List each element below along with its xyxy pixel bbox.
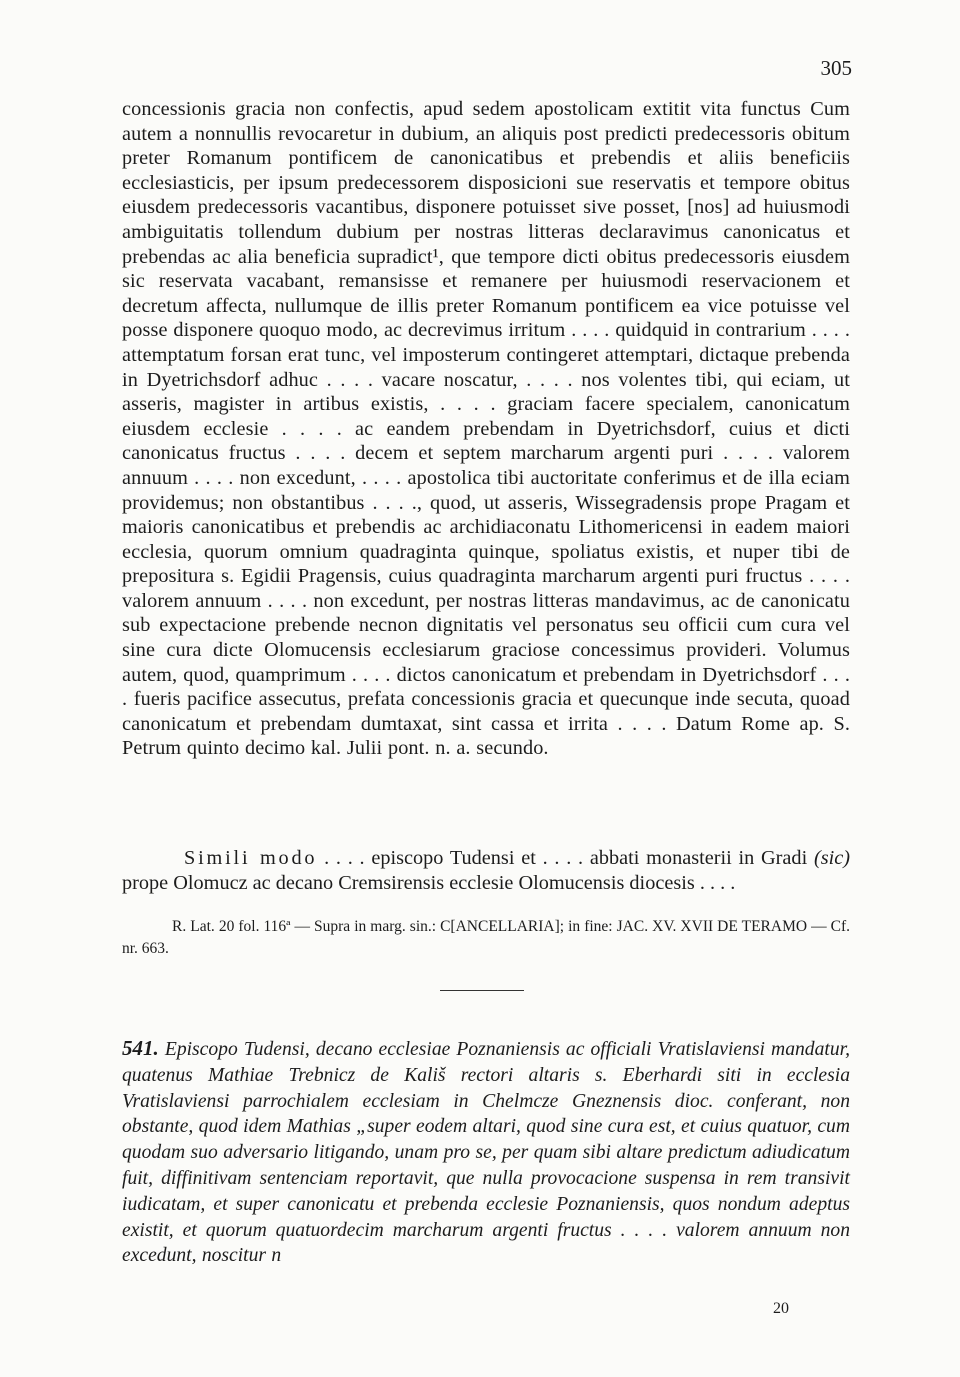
entry-number: 541. — [122, 1036, 159, 1060]
signature-mark: 20 — [773, 1300, 789, 1317]
simili-lead: Simili modo — [184, 847, 318, 869]
entry-body: Episcopo Tudensi, decano ecclesiae Poznaniensis ac officiali Vratislaviensi mandatur, quatenus Mathiae Trebnicz de Kališ rectori altaris s. Eberhardi siti in ecclesia Vratislaviensi parrochialem ecclesiam in Chelmcze Gneznensis dioc. conferant, non obstante, quod idem Mathias „super eodem altari, quod sine cura est, et cuius quatuor, cum quodam suo adversario litigando, unam pro se, per quam sibi altare predictum adiudicatum fuit, diffinitivam sentenciam reportavit, que nulla provocacione suspensa in rem transivit iudicatam, et super canonicatu et prebenda ecclesie Poznaniensis, quos nondum adeptus existit, et quorum quatuordecim marcharum argenti fructus . . . . valorem annuum non excedunt, noscitur n — [122, 1039, 850, 1267]
simili-line — [122, 846, 850, 895]
entry-text — [122, 1036, 850, 1269]
source-note — [122, 916, 850, 960]
page-number: 305 — [820, 56, 852, 80]
main-paragraph: concessionis gracia non confectis, apud sedem apostolicam extitit vita functus Cum autem a nonnullis revocaretur in dubium, an aliquis post predicti predecessoris obitum preter Romanum pontificem de canonicatibus et prebendis et aliis beneficiis ecclesiasticis, per ipsum predecessorem disposicioni sue reservatis et tempore obitus eiusdem predecessoris vacantibus, disponere potuisset sive posset, [nos] ad huiusmodi ambiguitatis tollendum dubium per nostras litteras declaravimus canonicatus et prebendas ac alia beneficia supradict¹, que tempore dicti obitus predecessoris eiusdem sic reservata vacabant, remansisse et remanere per huiusmodi reservacionem et decretum affecta, nullumque de illis preter Romanum pontificem ea vice potuisse vel posse disponere quoquo modo, ac decrevimus irritum . . . . quidquid in contrarium . . . . attemptatum forsan erat tunc, vel imposterum contingeret attemptari, dictaque prebenda in Dyetrichsdorf adhuc . . . . vacare noscatur, . . . . nos volentes tibi, qui eciam, ut asseris, magister in artibus existis, . . . . graciam facere specialem, canonicatum eiusdem ecclesie . . . . ac eandem prebendam in Dyetrichsdorf, cuius et dicti canonicatus fructus . . . . decem et septem marcharum argenti puri . . . . valorem annuum . . . . non excedunt, . . . . apostolica tibi auctoritate conferimus et de illa eciam providemus; non obstantibus . . . ., quod, ut asseris, Wissegradensis prope Pragam et maioris canonicatibus et prebendis ac archidiaconatu Lithomericensi in eadem maiori ecclesia, quorum omnium quadraginta quinque, spoliatus existis, et nuper tibi de prepositura s. Egidii Pragensis, cuius quadraginta marcharum argenti puri fructus . . . . valorem annuum . . . . non excedunt, per nostras litteras mandavimus, ac de canonicatu sub expectacione prebende necnon dignitatis vel personatus seu officii cum cura vel sine cura dicte Olomucensis ecclesiarum graciose concessimus provideri. Volumus autem, quod, quamprimum . . . . dictos canonicatum et prebendam in Dyetrichsdorf . . . . fueris pacifice assecutus, prefata concessionis gracia et quecunque inde secuta, quoad canonicatum et prebendam dumtaxat, sint cassa et irrita . . . . Datum Rome ap. S. Petrum quinto decimo kal. Julii pont. n. a. secundo. — [122, 98, 850, 760]
source-note-text: R. Lat. 20 fol. 116ª — Supra in marg. sin.: C[ANCELLARIA]; in fine: JAC. XV. XVII DE TERAMO — Cf. nr. 663. — [122, 918, 850, 957]
simili-rest: . . . . episcopo Tudensi et . . . . abbati monasterii in Gradi — [317, 847, 814, 869]
entry-541 — [122, 1036, 850, 1269]
section-divider — [440, 990, 524, 991]
simili-sic: (sic) — [813, 847, 850, 869]
main-text-block — [122, 97, 850, 761]
simili-paragraph — [122, 846, 850, 895]
simili-line2: prope Olomucz ac decano Cremsirensis ecclesie Olomucensis diocesis . . . . — [122, 871, 736, 894]
